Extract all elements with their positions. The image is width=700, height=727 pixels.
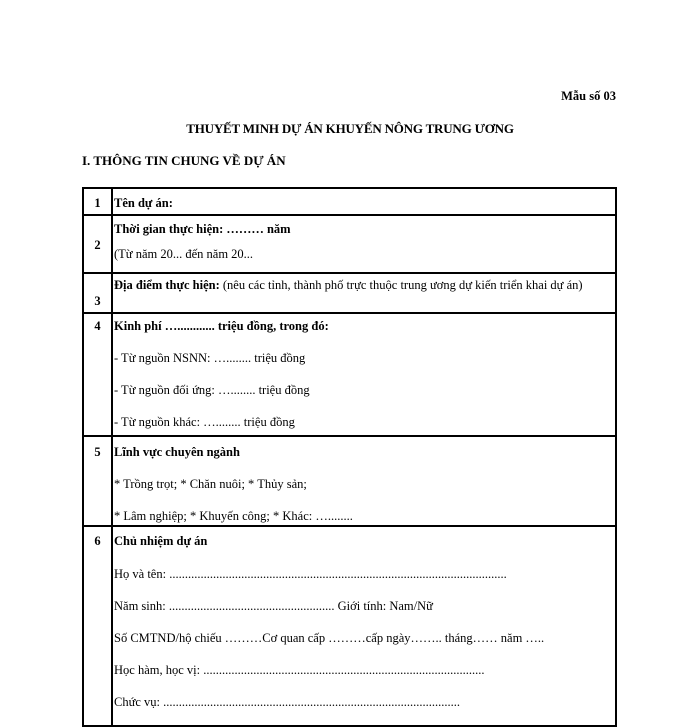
row-number	[83, 436, 112, 526]
project-info-table	[82, 187, 617, 727]
project-name-label: Tên dự án:	[114, 196, 173, 210]
leader-birth-gender: Năm sinh: ..................................................... Giới tính: Nam/Nữ	[114, 599, 433, 613]
row-content	[112, 215, 616, 273]
leader-academic-title: Học hàm, học vị: ..........................................................................................	[114, 663, 485, 677]
row-number-text: 3	[94, 294, 101, 308]
location-label: Địa điểm thực hiện:	[114, 278, 220, 292]
field-label: Lĩnh vực chuyên ngành	[114, 445, 240, 459]
row-number	[83, 188, 112, 215]
table-row	[83, 188, 616, 215]
row-number	[83, 313, 112, 436]
row-content	[112, 526, 616, 726]
row-number-text: 1	[94, 196, 101, 210]
table-row	[83, 436, 616, 526]
leader-id-card: Số CMTND/hộ chiếu ………Cơ quan cấp ………cấp ngày…….. tháng…… năm …..	[114, 631, 545, 645]
field-options-2: * Lâm nghiệp; * Khuyến công; * Khác: …........	[114, 509, 353, 523]
budget-label: Kinh phí …............ triệu đồng, trong đó:	[114, 319, 329, 333]
section-heading: I. THÔNG TIN CHUNG VỀ DỰ ÁN	[82, 153, 286, 168]
project-leader-label: Chủ nhiệm dự án	[114, 534, 208, 548]
duration-label: Thời gian thực hiện: ……… năm	[114, 222, 291, 236]
budget-state-source: - Từ nguồn NSNN: …........ triệu đồng	[114, 351, 306, 365]
row-number	[83, 215, 112, 273]
table-row	[83, 313, 616, 436]
row-number	[83, 273, 112, 313]
field-options-1: * Trồng trọt; * Chăn nuôi; * Thủy sản;	[114, 477, 307, 491]
row-number-text: 4	[94, 319, 101, 333]
form-number: Mẫu số 03	[561, 89, 616, 103]
leader-position: Chức vụ: ...............................................................................................	[114, 695, 461, 709]
row-number-text: 2	[94, 238, 101, 252]
table-row	[83, 273, 616, 313]
document-title: THUYẾT MINH DỰ ÁN KHUYẾN NÔNG TRUNG ƯƠNG	[186, 121, 514, 136]
row-content	[112, 273, 616, 313]
table-row	[83, 526, 616, 726]
row-content	[112, 188, 616, 215]
row-number-text: 6	[94, 534, 101, 548]
budget-counterpart-source: - Từ nguồn đối ứng: …........ triệu đồng	[114, 383, 310, 397]
row-content	[112, 436, 616, 526]
row-number-text: 5	[94, 445, 101, 459]
table-row	[83, 215, 616, 273]
duration-note: (Từ năm 20... đến năm 20...	[114, 247, 254, 261]
location-note: (nêu các tỉnh, thành phố trực thuộc trung ương dự kiến triển khai dự án)	[219, 278, 583, 292]
row-content	[112, 313, 616, 436]
leader-full-name: Họ và tên: ............................................................................................................	[114, 567, 507, 581]
row-number	[83, 526, 112, 726]
budget-other-source: - Từ nguồn khác: …........ triệu đồng	[114, 415, 295, 429]
